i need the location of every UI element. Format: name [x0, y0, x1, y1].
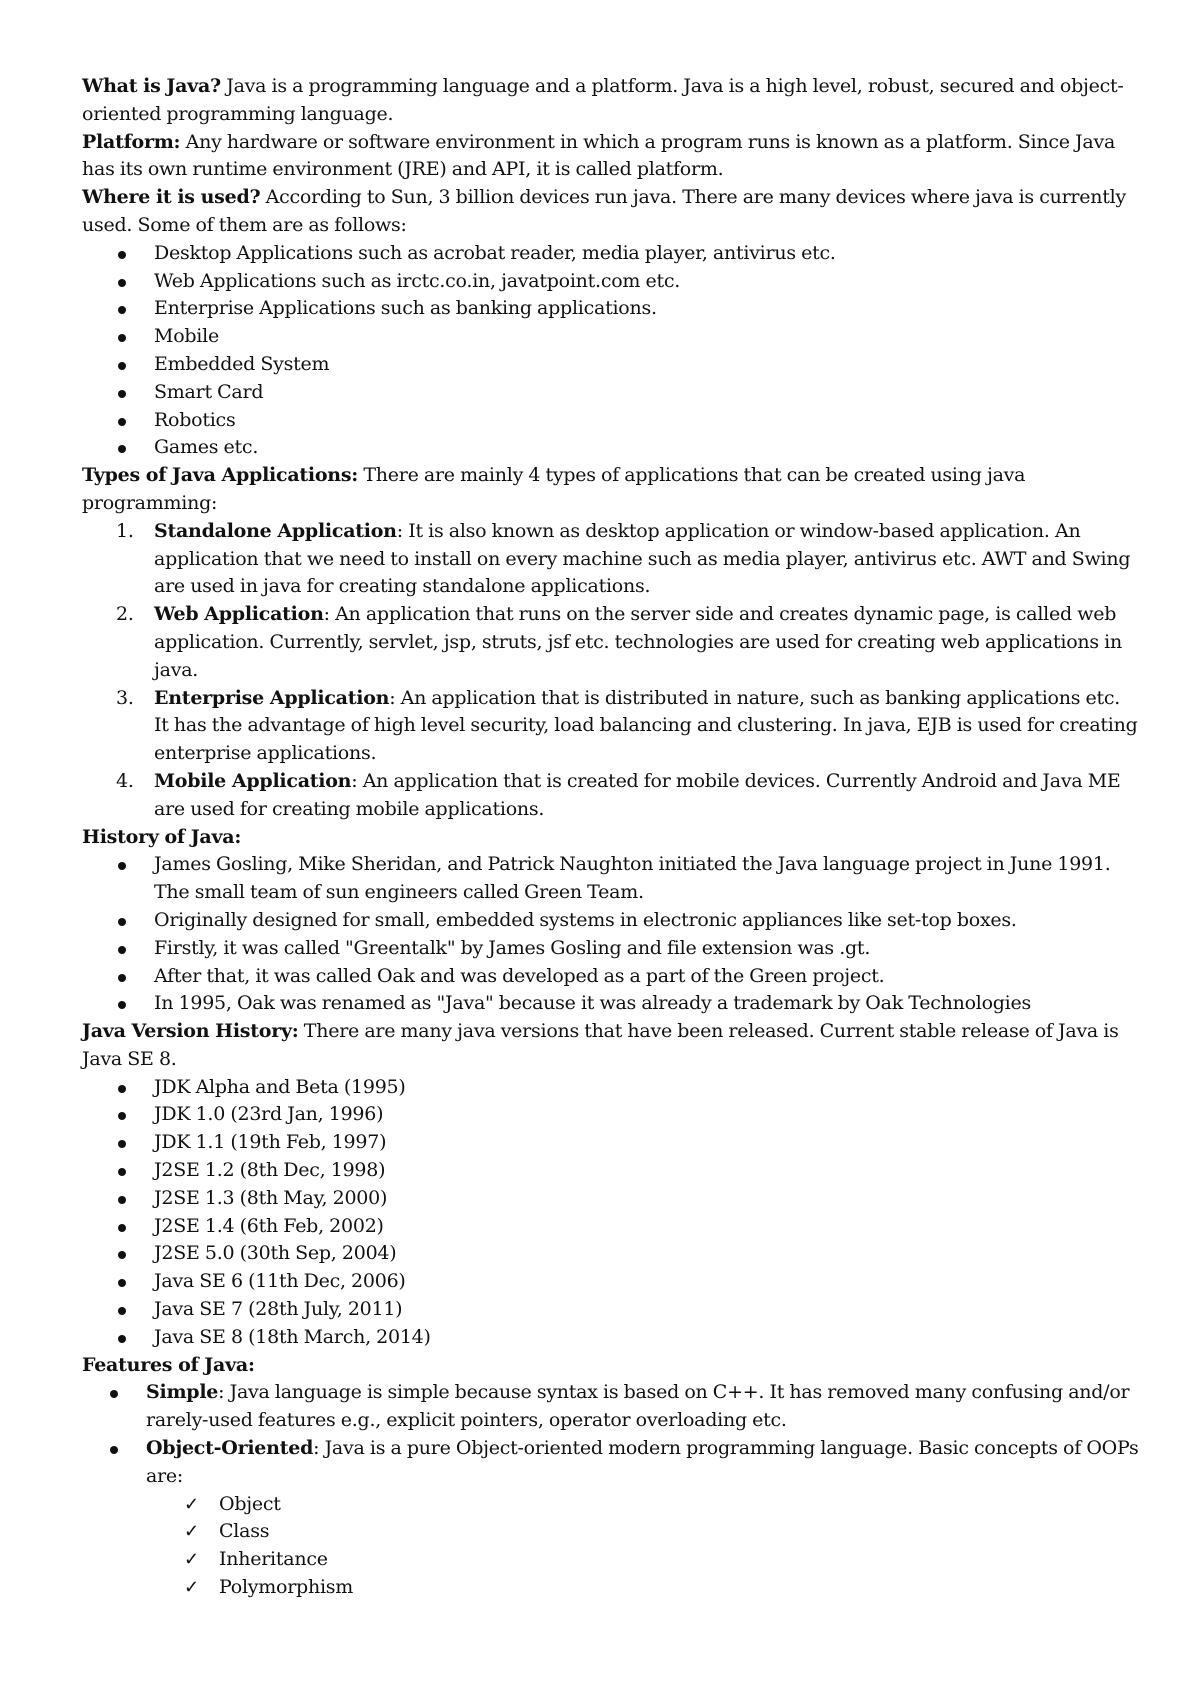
bullet-dot-icon [118, 1001, 126, 1009]
list-item [82, 851, 1140, 907]
list-item [82, 323, 1140, 351]
list-item [82, 1240, 1140, 1268]
types-list [82, 518, 1140, 824]
where-used-paragraph [82, 184, 1140, 240]
type-term: Web Application [154, 603, 324, 626]
type-text: : An application that is distributed in nature, such as banking applications etc. It has the advantage of high level security, load balancing and clustering. In java, EJB is used for creating enterprise applications. [154, 686, 1138, 765]
list-number: 3. [116, 686, 134, 709]
list-item-text: JDK Alpha and Beta (1995) [154, 1075, 406, 1098]
check-mark-icon: ✓ [184, 1549, 199, 1571]
list-item [82, 1129, 1140, 1157]
types-paragraph [82, 462, 1140, 518]
list-item [82, 434, 1140, 462]
types-text: There are mainly 4 types of applications that can be created using java programming: [82, 464, 1026, 514]
list-item-text: Java SE 6 (11th Dec, 2006) [154, 1270, 406, 1293]
list-item-text: Object [219, 1492, 281, 1515]
list-item [82, 1213, 1140, 1241]
oop-concepts-list [82, 1491, 1140, 1602]
what-is-java-text: Java is a programming language and a platform. Java is a high level, robust, secured and object-oriented programming language. [82, 75, 1124, 125]
versions-paragraph [82, 1018, 1140, 1074]
list-item [82, 379, 1140, 407]
list-item [82, 351, 1140, 379]
bullet-dot-icon [118, 445, 126, 453]
list-item [82, 1491, 1140, 1519]
list-item-text: Desktop Applications such as acrobat reader, media player, antivirus etc. [154, 241, 836, 264]
list-item [82, 1101, 1140, 1129]
type-term: Mobile Application [154, 769, 352, 792]
bullet-dot-icon [118, 418, 126, 426]
list-item-text: J2SE 1.4 (6th Feb, 2002) [154, 1214, 384, 1237]
history-label: History of Java: [82, 825, 242, 848]
list-item [82, 990, 1140, 1018]
list-item [82, 685, 1140, 768]
list-item-text: Mobile [154, 325, 219, 348]
bullet-dot-icon [118, 974, 126, 982]
feature-term: Object-Oriented [146, 1437, 314, 1460]
bullet-dot-icon [118, 862, 126, 870]
versions-list [82, 1074, 1140, 1352]
what-is-java-paragraph [82, 73, 1140, 129]
list-item [82, 963, 1140, 991]
list-item-text: Java SE 8 (18th March, 2014) [154, 1325, 431, 1348]
list-number: 2. [116, 603, 134, 626]
features-list [82, 1379, 1140, 1490]
bullet-dot-icon [118, 334, 126, 342]
list-item [82, 1157, 1140, 1185]
type-text: : It is also known as desktop application or window-based application. An application that we need to install on every machine such as media player, antivirus etc. AWT and Swing are used in java for creating standalone applications. [154, 519, 1131, 598]
list-item-text: After that, it was called Oak and was developed as a part of the Green project. [154, 964, 885, 987]
list-item-text: J2SE 5.0 (30th Sep, 2004) [154, 1242, 397, 1265]
type-term: Enterprise Application [154, 686, 390, 709]
list-item [82, 1435, 1140, 1491]
where-used-list [82, 240, 1140, 462]
versions-label: Java Version History: [82, 1020, 299, 1043]
where-used-text: According to Sun, 3 billion devices run java. There are many devices where java is currently used. Some of them are as follows: [82, 186, 1126, 236]
list-item [82, 1546, 1140, 1574]
bullet-dot-icon [118, 1224, 126, 1232]
list-number: 4. [116, 769, 134, 792]
list-number: 1. [116, 519, 134, 542]
list-item [82, 1518, 1140, 1546]
type-text: : An application that runs on the server side and creates dynamic page, is called web application. Currently, servlet, jsp, struts, jsf etc. technologies are used for creating web applications in java. [154, 603, 1122, 681]
list-item-text: James Gosling, Mike Sheridan, and Patrick Naughton initiated the Java language project in June 1991. The small team of sun engineers called Green Team. [154, 853, 1111, 904]
check-mark-icon: ✓ [184, 1521, 199, 1543]
list-item-text: Smart Card [154, 380, 264, 403]
bullet-dot-icon [110, 1446, 118, 1454]
list-item-text: In 1995, Oak was renamed as "Java" because it was already a trademark by Oak Technologies [154, 992, 1032, 1015]
list-item [82, 518, 1140, 601]
list-item [82, 240, 1140, 268]
platform-text: Any hardware or software environment in which a program runs is known as a platform. Since Java has its own runtime environment (JRE) and API, it is called platform. [82, 130, 1116, 181]
list-item [82, 935, 1140, 963]
list-item [82, 295, 1140, 323]
list-item-text: Embedded System [154, 352, 330, 375]
list-item [82, 768, 1140, 824]
bullet-dot-icon [118, 1168, 126, 1176]
bullet-dot-icon [118, 1251, 126, 1259]
type-term: Standalone Application [154, 519, 397, 542]
list-item-text: Games etc. [154, 436, 259, 459]
check-mark-icon: ✓ [184, 1493, 199, 1515]
feature-term: Simple [146, 1381, 219, 1404]
bullet-dot-icon [118, 362, 126, 370]
bullet-dot-icon [118, 1196, 126, 1204]
list-item [82, 1574, 1140, 1602]
list-item [82, 1074, 1140, 1102]
list-item-text: J2SE 1.3 (8th May, 2000) [154, 1186, 388, 1209]
bullet-dot-icon [118, 946, 126, 954]
list-item-text: Enterprise Applications such as banking applications. [154, 297, 657, 320]
bullet-dot-icon [110, 1390, 118, 1398]
what-is-java-label: What is Java? [82, 75, 221, 97]
bullet-dot-icon [118, 1112, 126, 1120]
where-used-label: Where it is used? [82, 186, 261, 209]
bullet-dot-icon [118, 279, 126, 287]
bullet-dot-icon [118, 251, 126, 259]
platform-paragraph [82, 129, 1140, 185]
history-list [82, 851, 1140, 1018]
platform-label: Platform: [82, 130, 181, 153]
bullet-dot-icon [118, 1085, 126, 1093]
bullet-dot-icon [118, 1279, 126, 1287]
list-item-text: JDK 1.1 (19th Feb, 1997) [154, 1131, 387, 1154]
bullet-dot-icon [118, 918, 126, 926]
list-item [82, 407, 1140, 435]
type-text: : An application that is created for mobile devices. Currently Android and Java ME are used for creating mobile applications. [154, 769, 1121, 820]
list-item-text: Inheritance [219, 1548, 328, 1571]
list-item-text: Firstly, it was called "Greentalk" by James Gosling and file extension was .gt. [154, 936, 871, 959]
list-item [82, 1296, 1140, 1324]
list-item-text: Originally designed for small, embedded systems in electronic appliances like set-top boxes. [154, 908, 1017, 931]
list-item-text: J2SE 1.2 (8th Dec, 1998) [154, 1159, 386, 1182]
feature-text: : Java is a pure Object-oriented modern programming language. Basic concepts of OOPs are: [146, 1437, 1139, 1487]
bullet-dot-icon [118, 1307, 126, 1315]
list-item [82, 907, 1140, 935]
list-item-text: Java SE 7 (28th July, 2011) [154, 1298, 403, 1321]
list-item-text: Web Applications such as irctc.co.in, javatpoint.com etc. [154, 269, 681, 292]
history-heading [82, 824, 1140, 852]
check-mark-icon: ✓ [184, 1577, 199, 1599]
list-item-text: JDK 1.0 (23rd Jan, 1996) [154, 1103, 384, 1126]
types-label: Types of Java Applications: [82, 464, 359, 487]
list-item [82, 1185, 1140, 1213]
bullet-dot-icon [118, 1140, 126, 1148]
list-item [82, 268, 1140, 296]
list-item-text: Robotics [154, 408, 236, 431]
list-item [82, 1379, 1140, 1435]
bullet-dot-icon [118, 306, 126, 314]
features-label: Features of Java: [82, 1353, 255, 1376]
list-item [82, 1324, 1140, 1352]
versions-text: There are many java versions that have been released. Current stable release of Java is Java SE 8. [82, 1020, 1119, 1070]
list-item [82, 601, 1140, 684]
list-item-text: Polymorphism [219, 1576, 354, 1599]
feature-text: : Java language is simple because syntax is based on C++. It has removed many confusing and/or rarely-used features e.g., explicit pointers, operator overloading etc. [146, 1381, 1130, 1432]
list-item [82, 1268, 1140, 1296]
features-heading [82, 1352, 1140, 1380]
bullet-dot-icon [118, 1335, 126, 1343]
bullet-dot-icon [118, 390, 126, 398]
list-item-text: Class [219, 1520, 270, 1543]
